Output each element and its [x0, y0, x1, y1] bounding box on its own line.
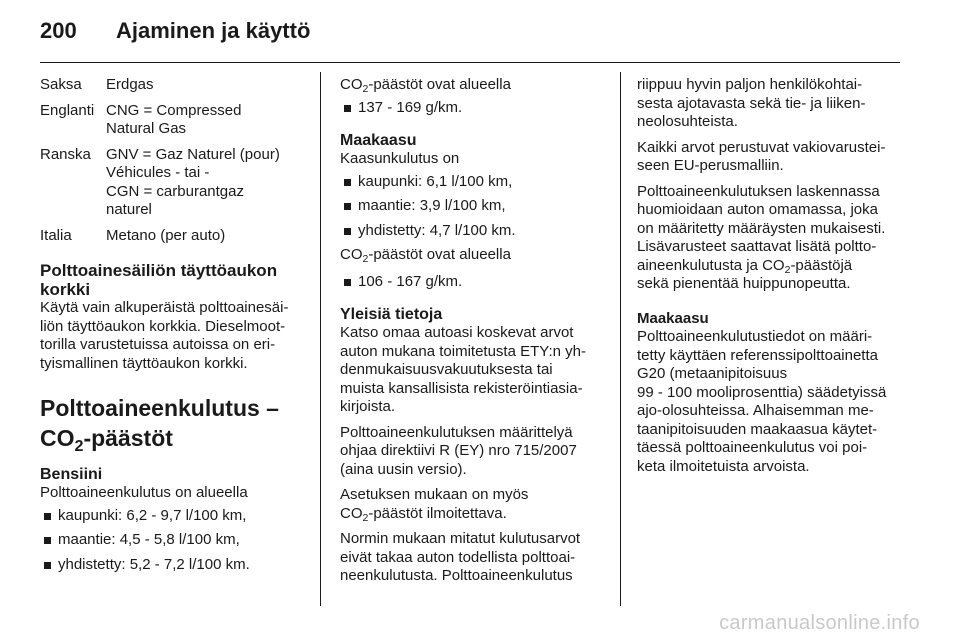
fuel-name: Erdgas	[106, 76, 154, 93]
bullet-icon	[344, 105, 351, 112]
gas-note-text: Polttoaineenkulutustiedot on määri- tetty käyttäen referenssipolttoainetta G20 (metaanipitoisuus 99 - 100 mooliprosenttia) säädetyissä ajo-olosuhteissa. Alhaisemman me- taanipitoisuuden maakaasua käytet- täessä polttoaineenkulutus voi poi- keta ilmoitetuista arvoista.	[637, 328, 887, 475]
paragraph-calculation: Polttoaineenkulutuksen laskennassa huomioidaan auton omamassa, joka on määritetty määräysten mukaisesti. Lisävarusteet saattavat lisätä poltto- aineenkulutusta ja $CO_2$-päästöjä sekä pienentää huippunopeutta.	[637, 182, 886, 292]
language-name: Ranska	[40, 145, 91, 163]
column-3	[637, 76, 927, 483]
general-heading: Yleisiä tietoja	[340, 306, 443, 323]
general-paragraph-2: Polttoaineenkulutuksen määrittelyä ohjaa direktiivi R (EY) nro 715/2007 (aina uusin versio).	[340, 423, 577, 478]
general-paragraph-4: Normin mukaan mitatut kulutusarvot eivät takaa auton todellista polttoai- neenkulutusta. Polttoaineenkulutus	[340, 530, 581, 584]
petrol-consumption-list	[40, 507, 312, 575]
paragraph-driving-style: riippuu hyvin paljon henkilökohtai- sesta ajotavasta sekä tie- ja liiken- neolosuhteista.	[637, 76, 866, 130]
tank-cap-heading: Polttoainesäiliön täyttöaukon korkki	[40, 261, 278, 299]
consumption-heading: Polttoaineenkulutus – $CO_2$-päästöt	[40, 395, 279, 455]
gas-intro: Kaasunkulutus on	[340, 150, 460, 167]
list-item: kaupunki: 6,2 - 9,7 l/100 km,	[40, 507, 312, 526]
column-1	[40, 76, 312, 580]
watermark: carmanualsonline.info	[719, 612, 920, 634]
bullet-icon	[344, 203, 351, 210]
bullet-icon	[44, 562, 51, 569]
column-2	[340, 76, 616, 593]
general-paragraph-3: Asetuksen mukaan on myös $CO_2$-päästöt ilmoitettava.	[340, 486, 529, 524]
gas-note-heading: Maakaasu	[637, 309, 709, 327]
list-item: yhdistetty: 5,2 - 7,2 l/100 km.	[40, 556, 312, 575]
gas-consumption-list	[340, 173, 616, 241]
fuel-name: GNV = Gaz Naturel (pour) Véhicules - tai - CGN = carburantgaz naturel	[106, 145, 280, 218]
page-number: 200	[40, 18, 77, 43]
gas-heading: Maakaasu	[340, 132, 417, 149]
column-divider-1	[320, 72, 321, 606]
bullet-icon	[44, 537, 51, 544]
petrol-intro: Polttoaineenkulutus on alueella	[40, 484, 248, 501]
column-divider-2	[620, 72, 621, 606]
petrol-heading: Bensiini	[40, 466, 103, 483]
fuel-name: Metano (per auto)	[106, 226, 226, 244]
bullet-icon	[44, 513, 51, 520]
general-paragraph-1: Katso omaa autoasi koskevat arvot auton mukana toimitetusta ETY:n yh- denmukaisuusvakuutuksesta tai muista kansallisista rekisteröintiasia- kirjoista.	[340, 324, 586, 415]
fuel-name-table	[40, 76, 312, 245]
table-row	[40, 146, 312, 220]
language-name: Englanti	[40, 101, 95, 119]
table-row	[40, 227, 312, 246]
gas-co2-intro: $CO_2$-päästöt ovat alueella	[340, 246, 511, 266]
bullet-icon	[344, 228, 351, 235]
list-item: kaupunki: 6,1 l/100 km,	[340, 173, 616, 192]
tank-cap-text: Käytä vain alkuperäistä polttoainesäi- liön täyttöaukon korkkia. Dieselmoot- torilla varustetuissa autoissa on eri- tyismallinen täyttöaukon korkki.	[40, 299, 289, 372]
fuel-name: CNG = Compressed Natural Gas	[106, 101, 242, 137]
page-title: Ajaminen ja käyttö	[116, 18, 311, 43]
list-item: yhdistetty: 4,7 l/100 km.	[340, 222, 616, 241]
petrol-co2-list	[340, 99, 616, 118]
gas-co2-list	[340, 273, 616, 292]
header-rule	[40, 62, 900, 63]
list-item: maantie: 3,9 l/100 km,	[340, 197, 616, 216]
list-item: maantie: 4,5 - 5,8 l/100 km,	[40, 531, 312, 550]
bullet-icon	[344, 279, 351, 286]
petrol-co2-intro: $CO_2$-päästöt ovat alueella	[340, 76, 511, 96]
table-row	[40, 76, 312, 95]
page-header	[40, 18, 310, 48]
list-item: 137 - 169 g/km.	[340, 99, 616, 118]
bullet-icon	[344, 179, 351, 186]
list-item: 106 - 167 g/km.	[340, 273, 616, 292]
table-row	[40, 102, 312, 139]
paragraph-base-model: Kaikki arvot perustuvat vakiovarustei- seen EU-perusmalliin.	[637, 138, 886, 174]
language-name: Italia	[40, 226, 72, 244]
language-name: Saksa	[40, 76, 82, 93]
